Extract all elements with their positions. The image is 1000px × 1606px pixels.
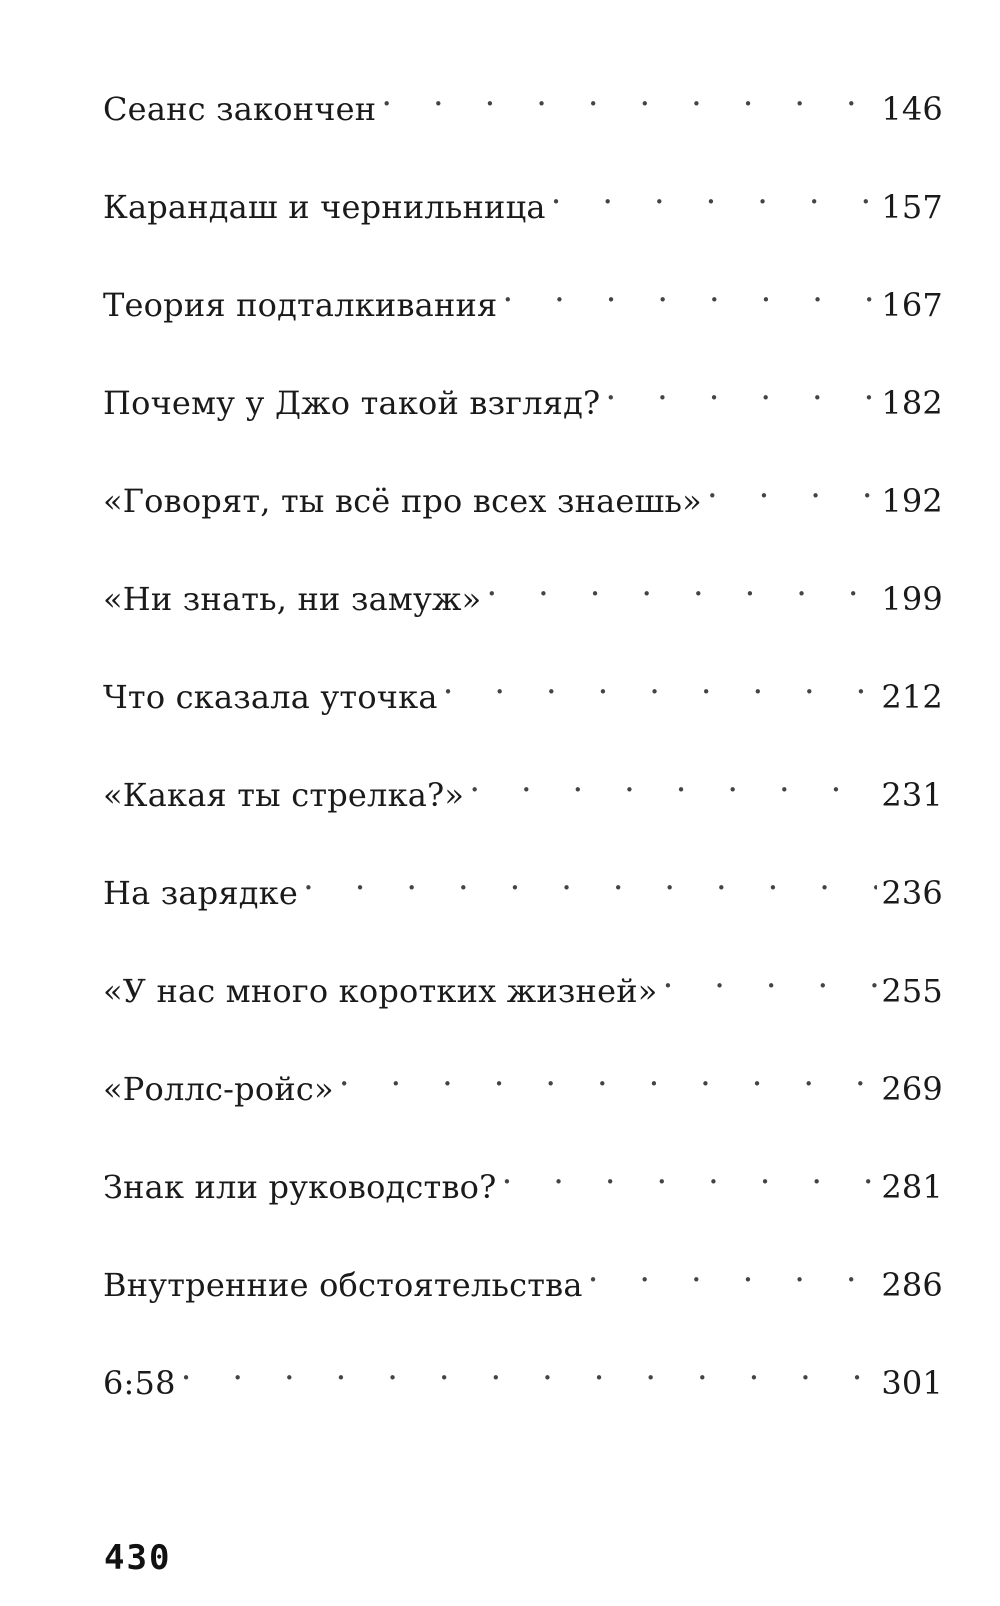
toc-entry [103, 1248, 943, 1346]
dot-leader [304, 856, 877, 904]
toc-entry [103, 1150, 943, 1248]
toc-entry-page: 146 [881, 90, 943, 128]
page-number: 430 [104, 1538, 172, 1578]
toc-entry-title: «У нас много коротких жизней» [103, 972, 658, 1010]
toc-entry-page: 231 [881, 776, 943, 814]
toc-entry-title: На зарядке [103, 874, 298, 912]
dot-leader [589, 1248, 878, 1296]
toc-entry-title: 6:58 [103, 1364, 176, 1402]
dot-leader [606, 366, 877, 414]
toc-entry-title: «Роллс-ройс» [103, 1070, 334, 1108]
toc-entry-page: 301 [881, 1364, 943, 1402]
toc-entry-title: Карандаш и чернильница [103, 188, 546, 226]
toc-entry-title: Теория подталкивания [103, 286, 498, 324]
toc-entry-page: 286 [881, 1266, 943, 1304]
toc-entry [103, 72, 943, 170]
toc-entry [103, 170, 943, 268]
toc-entry-page: 212 [881, 678, 943, 716]
toc-entry-title: «Какая ты стрелка?» [103, 776, 465, 814]
dot-leader [182, 1346, 878, 1394]
toc-entry-page: 236 [881, 874, 943, 912]
dot-leader [552, 170, 878, 218]
toc-entry-page: 182 [881, 384, 943, 422]
toc-entry [103, 856, 943, 954]
dot-leader [503, 268, 877, 316]
toc-entry-title: «Говорят, ты всё про всех знаешь» [103, 482, 702, 520]
dot-leader [340, 1052, 878, 1100]
toc-entry [103, 562, 943, 660]
toc-entry [103, 954, 943, 1052]
toc-entry-page: 157 [881, 188, 943, 226]
toc-entry [103, 1052, 943, 1150]
toc-entry [103, 1346, 943, 1444]
toc-entry-title: Почему у Джо такой взгляд? [103, 384, 601, 422]
toc-entry [103, 660, 943, 758]
toc-entry-title: Внутренние обстоятельства [103, 1266, 583, 1304]
toc-entry [103, 366, 943, 464]
toc-entry-page: 167 [881, 286, 943, 324]
toc-entry-title: «Ни знать, ни замуж» [103, 580, 482, 618]
toc-entry-title: Знак или руководство? [103, 1168, 497, 1206]
toc-entry-page: 199 [881, 580, 943, 618]
toc-entry [103, 758, 943, 856]
toc-entry-page: 192 [881, 482, 943, 520]
toc-entry-page: 269 [881, 1070, 943, 1108]
toc-entry-page: 255 [881, 972, 943, 1010]
dot-leader [487, 562, 877, 610]
dot-leader [503, 1150, 878, 1198]
table-of-contents [103, 72, 943, 1444]
dot-leader [444, 660, 878, 708]
toc-entry [103, 464, 943, 562]
dot-leader [664, 954, 878, 1002]
dot-leader [708, 464, 877, 512]
dot-leader [382, 72, 877, 120]
dot-leader [470, 758, 877, 806]
toc-entry-page: 281 [881, 1168, 943, 1206]
toc-entry-title: Сеанс закончен [103, 90, 377, 128]
toc-entry [103, 268, 943, 366]
toc-entry-title: Что сказала уточка [103, 678, 438, 716]
